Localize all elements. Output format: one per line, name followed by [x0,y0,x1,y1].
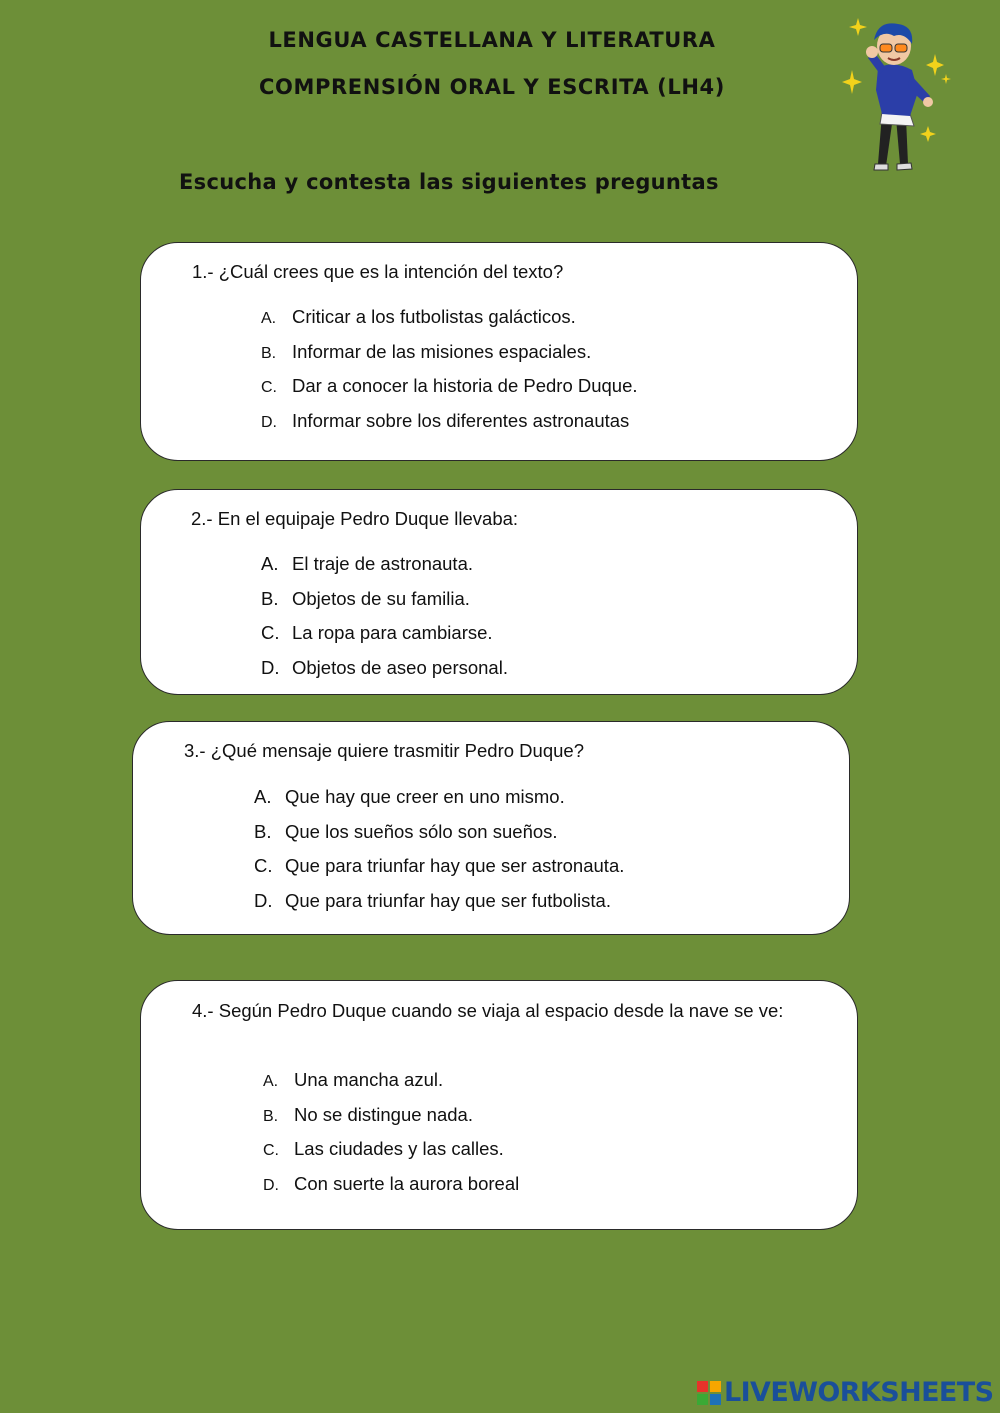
option-letter: D. [254,890,273,912]
option-text: Que para triunfar hay que ser astronauta. [285,855,625,877]
answer-option[interactable] [261,306,638,341]
option-letter: C. [254,855,273,877]
question-text: 4.- Según Pedro Duque cuando se viaja al espacio desde la nave se ve: [192,1000,784,1021]
option-text: Dar a conocer la historia de Pedro Duque. [292,375,638,397]
option-text: Objetos de aseo personal. [292,657,508,679]
question-card [132,721,850,935]
option-text: Criticar a los futbolistas galácticos. [292,306,576,327]
liveworksheets-logo[interactable] [697,1377,993,1408]
option-text: Informar de las misiones espaciales. [292,340,592,362]
option-text: Objetos de su familia. [292,587,470,609]
option-text: No se distingue nada. [294,1103,473,1125]
option-letter: C. [261,622,280,644]
option-text: La ropa para cambiarse. [292,622,493,644]
option-letter: A. [263,1073,279,1090]
boy-mascot-icon [838,18,953,178]
answer-option[interactable] [261,622,508,657]
option-letter: A. [261,310,277,327]
option-letter: B. [254,820,272,842]
logo-text: LIVEWORKSHEETS [724,1377,994,1408]
answer-option[interactable] [254,855,624,890]
option-letter: D. [261,414,277,432]
option-letter: B. [263,1107,279,1125]
option-letter: C. [263,1142,279,1160]
answer-option[interactable] [263,1104,519,1139]
answer-option[interactable] [254,890,624,925]
option-text: Informar sobre los diferentes astronautas [292,410,630,432]
worksheet-subtitle: COMPRENSIÓN ORAL Y ESCRITA (LH4) [259,75,725,99]
option-text: El traje de astronauta. [292,553,473,574]
option-letter: B. [261,344,277,362]
answer-options [261,553,508,692]
option-text: Que para triunfar hay que ser futbolista. [285,890,611,912]
option-text: Que los sueños sólo son sueños. [285,820,558,842]
answer-option[interactable] [261,375,638,410]
answer-option[interactable] [263,1138,519,1173]
answer-option[interactable] [261,410,638,445]
question-card [140,489,858,695]
option-letter: C. [261,379,277,397]
question-card [140,242,858,461]
question-text: 1.- ¿Cuál crees que es la intención del texto? [192,261,564,282]
question-text: 3.- ¿Qué mensaje quiere trasmitir Pedro Duque? [184,740,584,761]
answer-options [263,1069,519,1208]
option-text: Con suerte la aurora boreal [294,1173,520,1195]
question-text: 2.- En el equipaje Pedro Duque llevaba: [191,508,519,529]
answer-option[interactable] [254,821,624,856]
logo-tiles-icon [697,1381,721,1405]
answer-option[interactable] [261,588,508,623]
question-card [140,980,858,1230]
option-letter: D. [261,657,280,679]
answer-options [254,786,624,925]
answer-option[interactable] [254,786,624,821]
option-letter: A. [261,553,279,574]
option-text: Una mancha azul. [294,1069,444,1090]
answer-option[interactable] [263,1173,519,1208]
option-text: Las ciudades y las calles. [294,1138,504,1160]
instruction-heading: Escucha y contesta las siguientes preguntas [179,170,719,194]
answer-option[interactable] [263,1069,519,1104]
answer-option[interactable] [261,341,638,376]
option-letter: B. [261,587,279,609]
answer-option[interactable] [261,553,508,588]
option-text: Que hay que creer en uno mismo. [285,786,565,807]
option-letter: D. [263,1177,279,1195]
answer-option[interactable] [261,657,508,692]
option-letter: A. [254,786,272,807]
worksheet-title: LENGUA CASTELLANA Y LITERATURA [268,28,716,52]
answer-options [261,306,638,445]
